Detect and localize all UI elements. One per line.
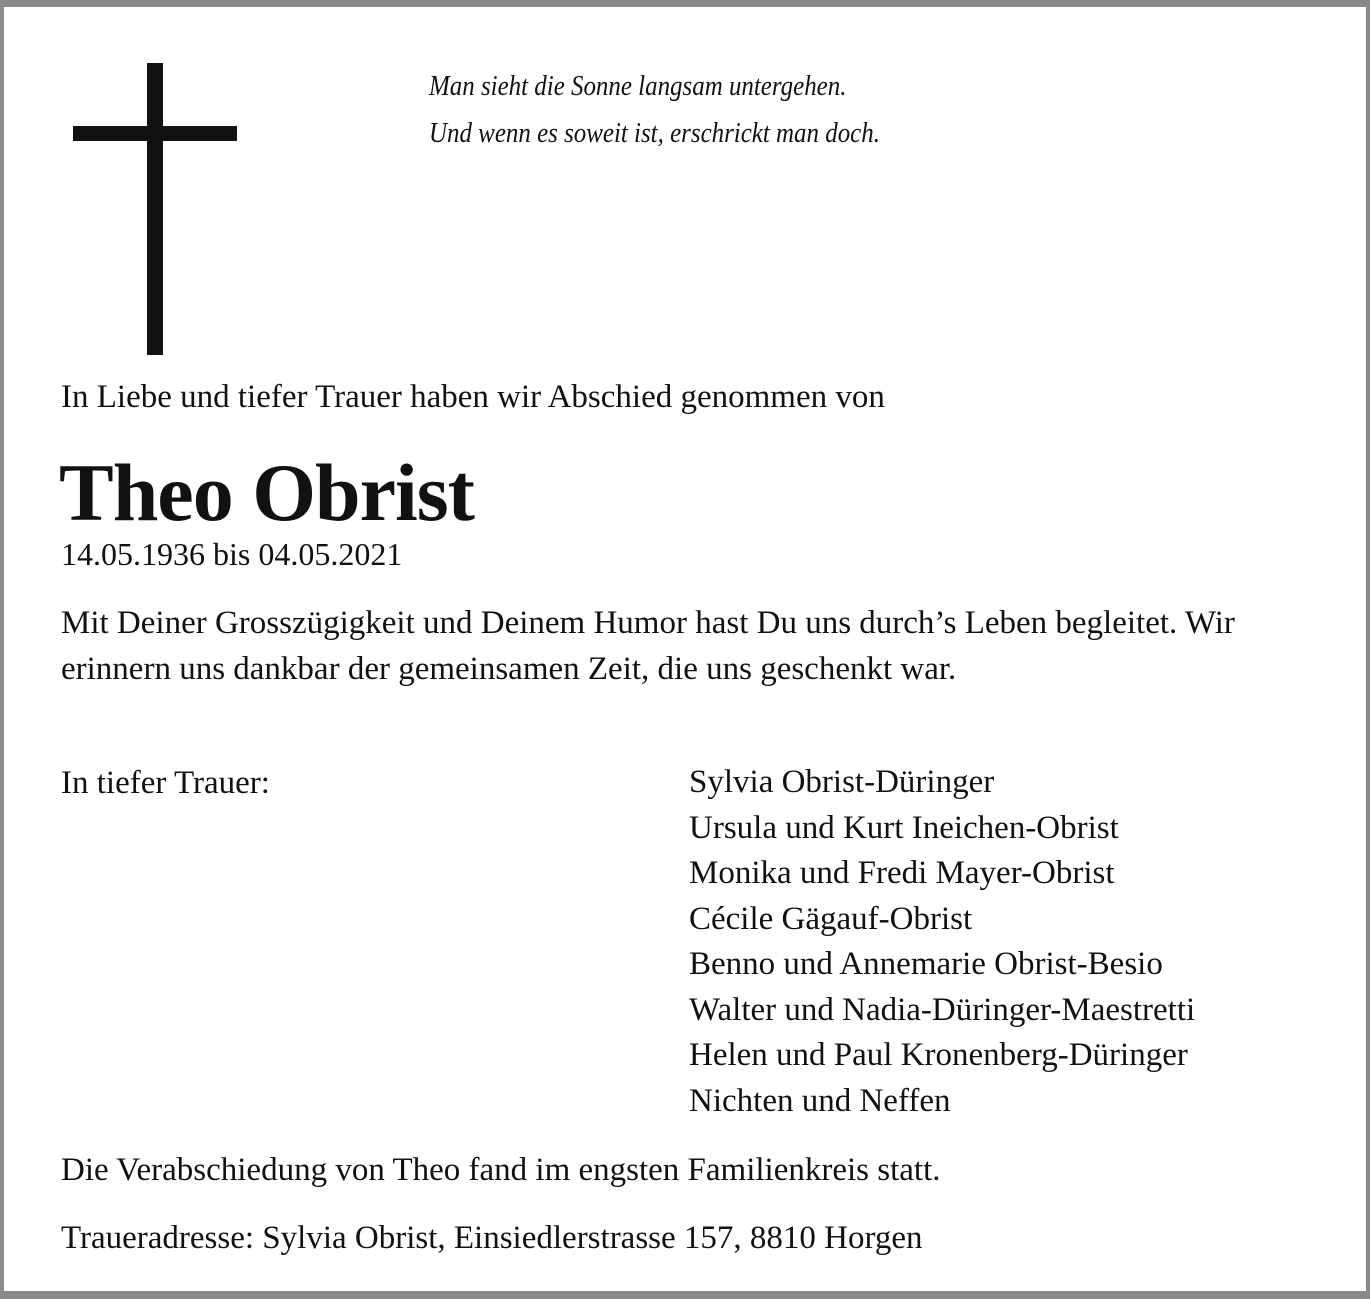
cross-horizontal-bar (73, 126, 237, 141)
deceased-name: Theo Obrist (59, 447, 474, 538)
farewell-notice: Die Verabschiedung von Theo fand im engsten Familienkreis statt. (61, 1152, 941, 1188)
memorial-message: Mit Deiner Grosszügigkeit und Deinem Humor hast Du uns durch’s Leben begleitet. Wir erinnern uns dankbar der gemeinsamen Zeit, die uns geschenkt war. (61, 605, 1235, 687)
mourner-item: Walter und Nadia-Düringer-Maestretti (689, 991, 1196, 1028)
motto-line-1: Man sieht die Sonne langsam untergehen. (429, 70, 847, 102)
intro-text: In Liebe und tiefer Trauer haben wir Abschied genommen von (61, 379, 885, 415)
mourner-item: Monika und Fredi Mayer-Obrist (689, 855, 1115, 891)
mourner-item: Helen und Paul Kronenberg-Düringer (689, 1037, 1188, 1073)
motto-quote (429, 63, 880, 157)
mourning-label: In tiefer Trauer: (61, 765, 270, 801)
mourner-item: Cécile Gägauf-Obrist (689, 900, 973, 937)
mourner-item: Nichten und Neffen (689, 1082, 951, 1119)
mourner-item: Ursula und Kurt Ineichen-Obrist (689, 809, 1119, 846)
motto-line-2: Und wenn es soweit ist, erschrickt man doch. (429, 117, 880, 149)
cross-vertical-bar (147, 63, 163, 355)
mourner-item: Benno und Annemarie Obrist-Besio (689, 946, 1163, 982)
mourning-address: Traueradresse: Sylvia Obrist, Einsiedlerstrasse 157, 8810 Horgen (61, 1220, 923, 1256)
mourners-list (689, 760, 1195, 1124)
life-dates: 14.05.1936 bis 04.05.2021 (61, 536, 403, 572)
mourner-item: Sylvia Obrist-Düringer (689, 764, 995, 800)
